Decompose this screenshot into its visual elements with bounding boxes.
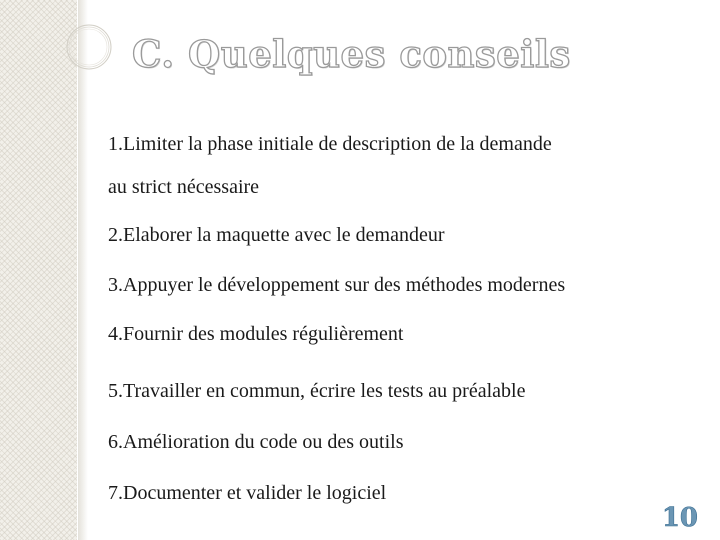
decorative-left-band (0, 0, 77, 540)
list-item-1: 1.Limiter la phase initiale de description de la demande (108, 133, 552, 155)
corner-ornament-icon (60, 18, 118, 76)
list-item-3: 3.Appuyer le développement sur des méthodes modernes (108, 274, 566, 296)
decorative-band-shadow (78, 0, 88, 540)
list-item-1-continuation: au strict nécessaire (108, 176, 260, 198)
list-item-5: 5.Travailler en commun, écrire les tests au préalable (108, 380, 526, 402)
slide-title: C. Quelques conseils (132, 32, 571, 76)
list-item-6: 6.Amélioration du code ou des outils (108, 431, 404, 453)
page-number: 10 (661, 503, 698, 533)
list-item-7: 7.Documenter et valider le logiciel (108, 482, 387, 504)
list-item-2: 2.Elaborer la maquette avec le demandeur (108, 224, 445, 246)
list-item-4: 4.Fournir des modules régulièrement (108, 323, 404, 345)
